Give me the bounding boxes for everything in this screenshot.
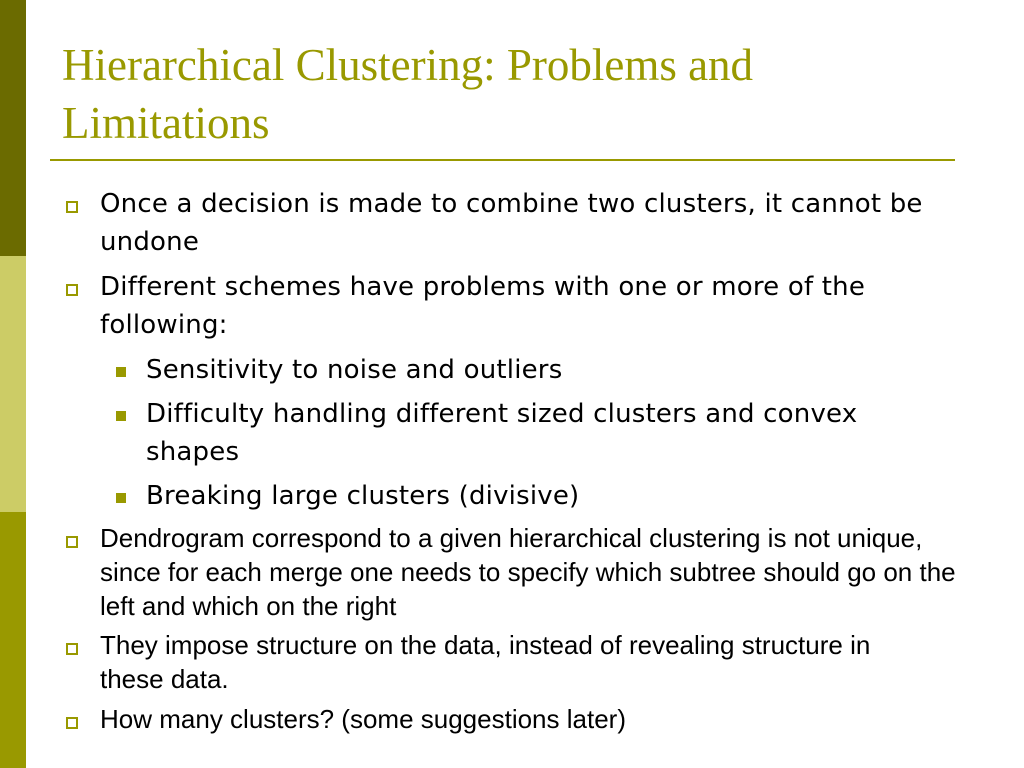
sub-bullet-divisive: Breaking large clusters (divisive) bbox=[146, 481, 580, 511]
solid-square-bullet-icon bbox=[116, 367, 126, 377]
sub-bullet-noise: Sensitivity to noise and outliers bbox=[146, 355, 563, 385]
bullet-decision-final: Once a decision is made to combine two clusters, it cannot be undone bbox=[100, 189, 923, 257]
slide-title: Hierarchical Clustering: Problems and Limitations bbox=[62, 40, 754, 148]
hollow-square-bullet-icon bbox=[66, 717, 78, 729]
solid-square-bullet-icon bbox=[116, 493, 126, 503]
bullet-how-many-clusters: How many clusters? (some suggestions later) bbox=[100, 704, 626, 734]
hollow-square-bullet-icon bbox=[66, 201, 78, 213]
hollow-square-bullet-icon bbox=[66, 536, 78, 548]
sub-bullet-cluster-sizes: Difficulty handling different sized clusters and convex shapes bbox=[146, 399, 858, 467]
solid-square-bullet-icon bbox=[116, 411, 126, 421]
hollow-square-bullet-icon bbox=[66, 284, 78, 296]
bullet-dendrogram: Dendrogram correspond to a given hierarchical clustering is not unique, since for each merge one needs to specify which subtree should go on the left and which on the right bbox=[100, 523, 956, 621]
bullet-impose-structure: They impose structure on the data, instead of revealing structure in these data. bbox=[100, 630, 871, 694]
hollow-square-bullet-icon bbox=[66, 643, 78, 655]
bullet-scheme-problems: Different schemes have problems with one or more of the following: bbox=[100, 272, 866, 340]
